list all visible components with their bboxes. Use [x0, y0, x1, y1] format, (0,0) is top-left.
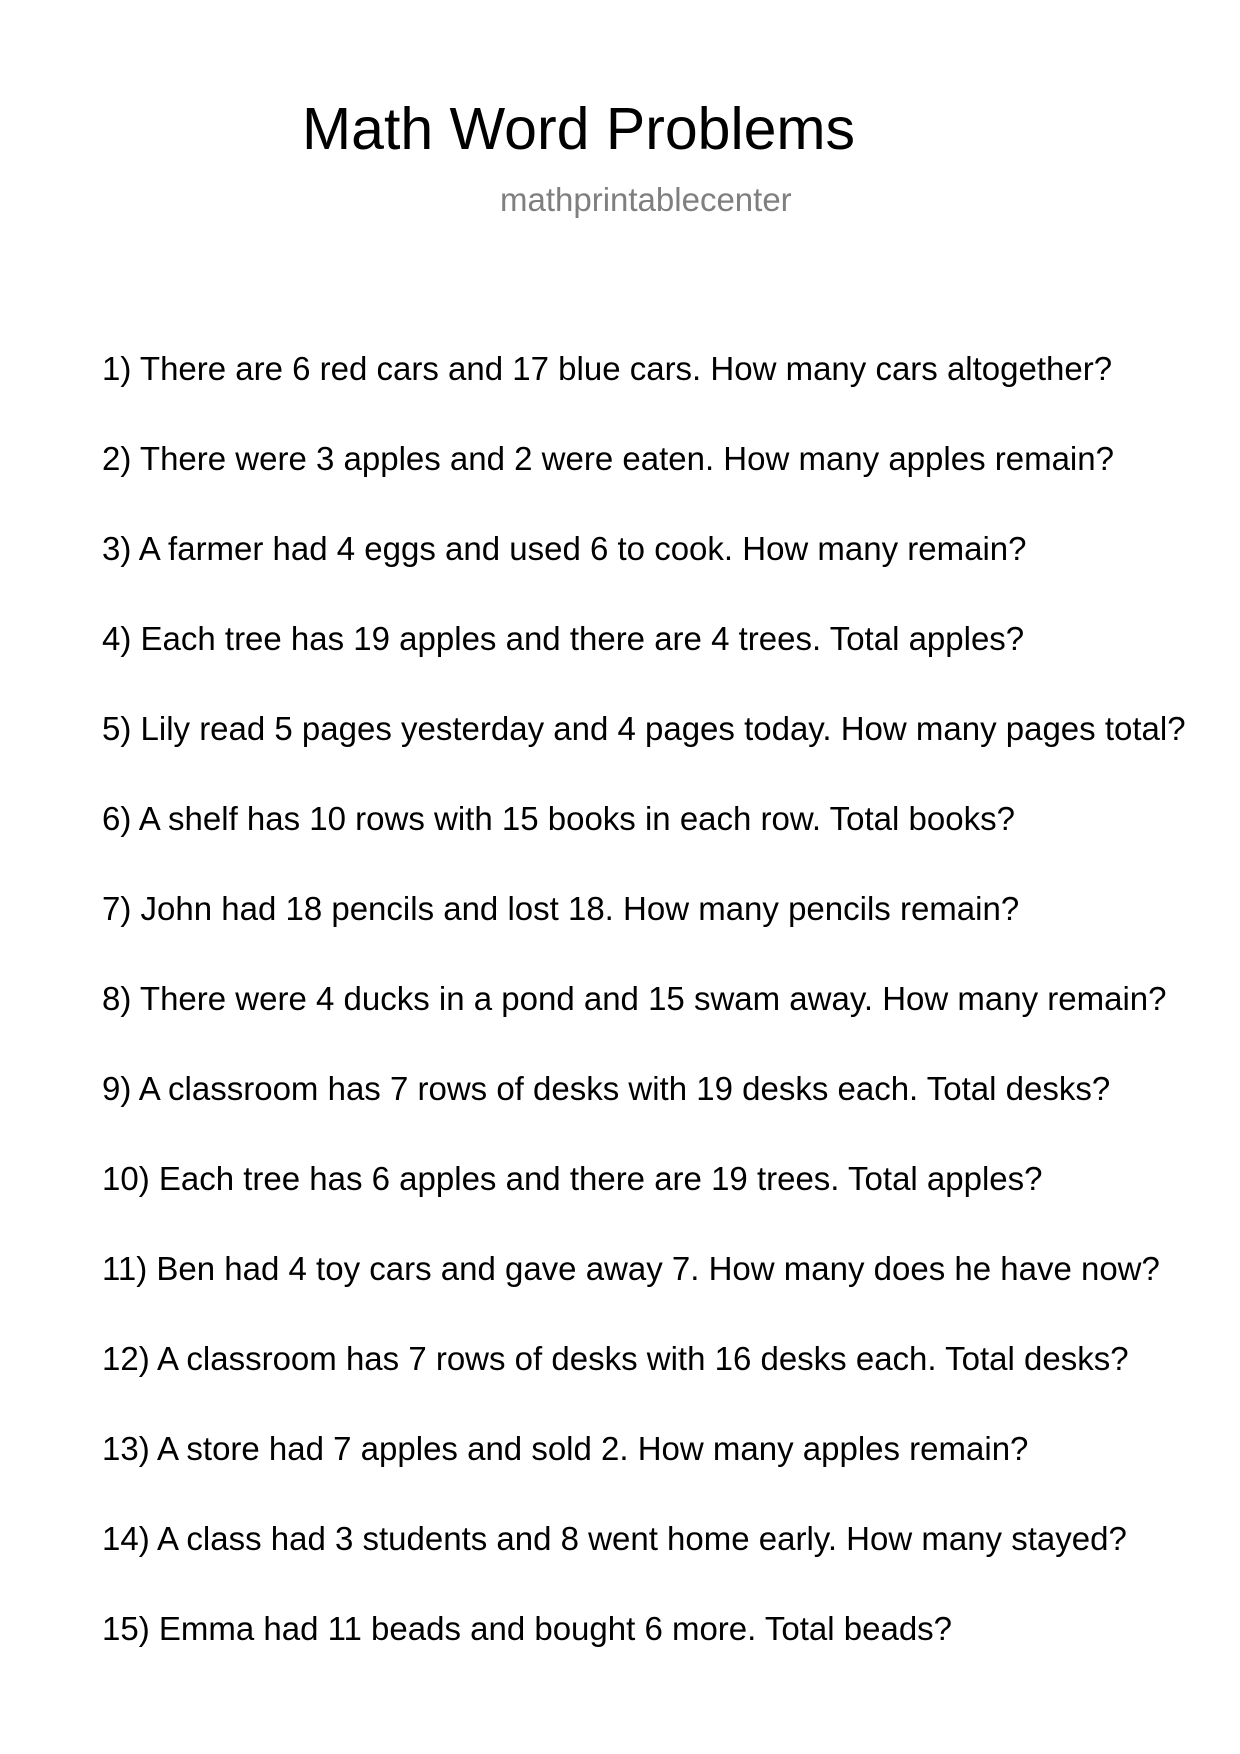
problem-item: 8) There were 4 ducks in a pond and 15 swam away. How many remain? [102, 980, 1167, 1017]
site-name: mathprintablecenter [500, 181, 792, 218]
problem-item: 3) A farmer had 4 eggs and used 6 to cook. How many remain? [102, 530, 1027, 567]
problem-item: 9) A classroom has 7 rows of desks with 19 desks each. Total desks? [102, 1070, 1111, 1107]
problem-list [102, 349, 1186, 1699]
problem-item: 15) Emma had 11 beads and bought 6 more. Total beads? [102, 1610, 953, 1647]
problem-item: 13) A store had 7 apples and sold 2. How many apples remain? [102, 1430, 1029, 1467]
problem-item: 10) Each tree has 6 apples and there are 19 trees. Total apples? [102, 1160, 1043, 1197]
problem-item: 7) John had 18 pencils and lost 18. How many pencils remain? [102, 890, 1020, 927]
problem-item: 5) Lily read 5 pages yesterday and 4 pages today. How many pages total? [102, 710, 1186, 747]
page-title: Math Word Problems [302, 96, 856, 162]
problem-item: 14) A class had 3 students and 8 went home early. How many stayed? [102, 1520, 1127, 1557]
problem-item: 4) Each tree has 19 apples and there are 4 trees. Total apples? [102, 620, 1025, 657]
problem-item: 1) There are 6 red cars and 17 blue cars. How many cars altogether? [102, 350, 1113, 387]
problem-item: 12) A classroom has 7 rows of desks with 16 desks each. Total desks? [102, 1340, 1129, 1377]
problem-item: 6) A shelf has 10 rows with 15 books in each row. Total books? [102, 800, 1015, 837]
problem-item: 2) There were 3 apples and 2 were eaten. How many apples remain? [102, 440, 1114, 477]
problem-item: 11) Ben had 4 toy cars and gave away 7. How many does he have now? [102, 1250, 1160, 1287]
